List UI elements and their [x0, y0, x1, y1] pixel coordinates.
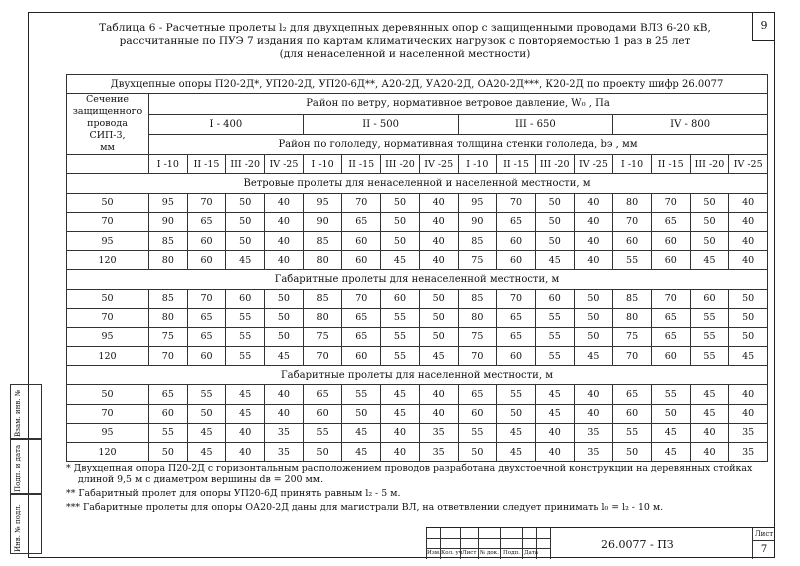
value-cell: 55 [381, 308, 420, 327]
value-cell: 85 [458, 289, 497, 308]
value-cell: 65 [303, 385, 342, 404]
value-cell: 70 [651, 289, 690, 308]
section-cell: 70 [67, 404, 149, 423]
value-cell: 50 [574, 308, 613, 327]
value-cell: 45 [729, 347, 768, 366]
value-cell: 40 [265, 251, 304, 270]
value-cell: 90 [149, 212, 188, 231]
value-cell: 55 [226, 347, 265, 366]
ice-column-cell: I -10 [149, 155, 188, 174]
value-cell: 70 [187, 193, 226, 212]
value-cell: 55 [149, 423, 188, 442]
value-cell: 45 [419, 347, 458, 366]
section-header-line: СИП-3, [89, 130, 126, 142]
value-cell: 50 [419, 308, 458, 327]
section-cell: 70 [67, 212, 149, 231]
ice-column-cell: I -10 [613, 155, 652, 174]
value-cell: 35 [265, 443, 304, 462]
value-cell: 50 [535, 193, 574, 212]
value-cell: 60 [651, 347, 690, 366]
side-stamp [10, 384, 42, 554]
value-cell: 60 [342, 251, 381, 270]
value-cell: 50 [574, 289, 613, 308]
block-title: Габаритные пролеты для ненаселенной местности, м [67, 270, 768, 289]
block-title: Ветровые пролеты для ненаселенной и населенной местности, м [67, 174, 768, 193]
note-1a: * Двухцепная опора П20-2Д с горизонтальным расположением проводов разработана двухстоечной конструкции на деревянных стойках [66, 463, 753, 474]
value-cell: 70 [651, 193, 690, 212]
value-cell: 70 [458, 347, 497, 366]
table-row [67, 423, 768, 442]
value-cell: 40 [729, 251, 768, 270]
value-cell: 40 [265, 193, 304, 212]
value-cell: 60 [187, 251, 226, 270]
value-cell: 45 [574, 347, 613, 366]
value-cell: 60 [342, 231, 381, 250]
value-cell: 90 [303, 212, 342, 231]
section-cell: 120 [67, 443, 149, 462]
value-cell: 35 [574, 443, 613, 462]
table-title [60, 22, 750, 61]
value-cell: 55 [381, 347, 420, 366]
value-cell: 55 [613, 423, 652, 442]
value-cell: 60 [187, 231, 226, 250]
value-cell: 40 [574, 404, 613, 423]
tb-h-data: Дата [524, 550, 539, 556]
value-cell: 50 [613, 443, 652, 462]
value-cell: 55 [690, 327, 729, 346]
ice-header: Район по гололеду, нормативная толщина стенки гололеда, bэ , мм [149, 134, 768, 154]
value-cell: 40 [419, 212, 458, 231]
value-cell: 55 [303, 423, 342, 442]
value-cell: 50 [535, 212, 574, 231]
value-cell: 55 [651, 385, 690, 404]
value-cell: 55 [187, 385, 226, 404]
wind-region-cell: III - 650 [458, 114, 613, 134]
value-cell: 60 [458, 404, 497, 423]
value-cell: 45 [226, 404, 265, 423]
value-cell: 50 [574, 327, 613, 346]
value-cell: 50 [535, 231, 574, 250]
value-cell: 50 [265, 308, 304, 327]
value-cell: 40 [419, 404, 458, 423]
value-cell: 50 [497, 404, 536, 423]
value-cell: 80 [613, 193, 652, 212]
tb-h-kol: Кол. уч [441, 550, 463, 556]
section-cell: 120 [67, 251, 149, 270]
value-cell: 45 [497, 423, 536, 442]
value-cell: 65 [187, 308, 226, 327]
value-cell: 75 [458, 251, 497, 270]
section-cell: 70 [67, 308, 149, 327]
value-cell: 85 [613, 289, 652, 308]
value-cell: 55 [535, 327, 574, 346]
value-cell: 40 [381, 443, 420, 462]
title-line-3: (для ненаселенной и населенной местности) [279, 48, 531, 60]
value-cell: 70 [342, 193, 381, 212]
value-cell: 55 [690, 308, 729, 327]
value-cell: 40 [419, 231, 458, 250]
value-cell: 85 [458, 231, 497, 250]
value-cell: 40 [419, 251, 458, 270]
page-number: 9 [752, 12, 775, 41]
section-cell: 95 [67, 423, 149, 442]
sheet-label: Лист [753, 528, 775, 541]
section-cell: 120 [67, 347, 149, 366]
value-cell: 65 [651, 308, 690, 327]
value-cell: 60 [187, 347, 226, 366]
value-cell: 40 [419, 385, 458, 404]
value-cell: 50 [419, 289, 458, 308]
value-cell: 70 [613, 212, 652, 231]
value-cell: 45 [690, 404, 729, 423]
value-cell: 50 [265, 327, 304, 346]
value-cell: 60 [497, 231, 536, 250]
ice-column-cell: II -15 [651, 155, 690, 174]
value-cell: 70 [497, 289, 536, 308]
value-cell: 40 [574, 251, 613, 270]
table-row [67, 212, 768, 231]
ice-column-cell: IV -25 [419, 155, 458, 174]
value-cell: 60 [226, 289, 265, 308]
stamp-vzam-inv: Взам. инв. № [14, 389, 22, 437]
value-cell: 55 [226, 308, 265, 327]
value-cell: 80 [613, 308, 652, 327]
value-cell: 65 [187, 212, 226, 231]
tb-h-izm: Изм. [427, 550, 441, 556]
value-cell: 50 [226, 231, 265, 250]
value-cell: 70 [303, 347, 342, 366]
value-cell: 40 [226, 443, 265, 462]
value-cell: 40 [265, 404, 304, 423]
value-cell: 45 [535, 251, 574, 270]
title-block-grid [426, 528, 550, 559]
value-cell: 50 [381, 193, 420, 212]
ice-column-cell: I -10 [458, 155, 497, 174]
value-cell: 45 [535, 404, 574, 423]
value-cell: 50 [729, 327, 768, 346]
ice-column-cell: II -15 [497, 155, 536, 174]
stamp-cell-vzam [10, 384, 42, 439]
value-cell: 45 [497, 443, 536, 462]
wind-region-cell: II - 500 [303, 114, 458, 134]
notes [66, 463, 756, 513]
value-cell: 50 [419, 327, 458, 346]
value-cell: 40 [535, 423, 574, 442]
value-cell: 65 [497, 308, 536, 327]
value-cell: 85 [149, 289, 188, 308]
value-cell: 35 [265, 423, 304, 442]
value-cell: 40 [574, 212, 613, 231]
value-cell: 60 [381, 289, 420, 308]
value-cell: 60 [651, 231, 690, 250]
value-cell: 50 [226, 193, 265, 212]
value-cell: 40 [690, 443, 729, 462]
value-cell: 45 [187, 423, 226, 442]
value-cell: 65 [497, 212, 536, 231]
value-cell: 40 [226, 423, 265, 442]
value-cell: 40 [381, 423, 420, 442]
value-cell: 75 [458, 327, 497, 346]
value-cell: 60 [613, 404, 652, 423]
value-cell: 35 [419, 443, 458, 462]
value-cell: 55 [458, 423, 497, 442]
table-row [67, 231, 768, 250]
value-cell: 95 [149, 193, 188, 212]
value-cell: 40 [574, 193, 613, 212]
value-cell: 40 [729, 212, 768, 231]
value-cell: 50 [381, 212, 420, 231]
value-cell: 65 [342, 327, 381, 346]
value-cell: 65 [187, 327, 226, 346]
value-cell: 60 [342, 347, 381, 366]
tb-h-ndok: № док. [480, 550, 499, 556]
stamp-cell-inv [10, 494, 42, 554]
value-cell: 40 [574, 385, 613, 404]
table-row [67, 251, 768, 270]
value-cell: 50 [729, 308, 768, 327]
value-cell: 45 [535, 385, 574, 404]
value-cell: 40 [535, 443, 574, 462]
section-cell: 95 [67, 327, 149, 346]
sheet-number: 7 [760, 544, 768, 555]
value-cell: 50 [690, 212, 729, 231]
ice-column-cell: II -15 [187, 155, 226, 174]
value-cell: 55 [226, 327, 265, 346]
value-cell: 70 [497, 193, 536, 212]
value-cell: 60 [303, 404, 342, 423]
value-cell: 70 [149, 347, 188, 366]
ice-column-cell: III -20 [226, 155, 265, 174]
value-cell: 45 [187, 443, 226, 462]
value-cell: 65 [613, 385, 652, 404]
table-row [67, 308, 768, 327]
value-cell: 80 [303, 251, 342, 270]
section-header-line: мм [100, 142, 115, 154]
value-cell: 40 [419, 193, 458, 212]
note-2: ** Габаритный пролет для опоры УП20-6Д принять равным l₂ - 5 м. [66, 488, 401, 499]
stamp-cell-podp [10, 439, 42, 494]
table-row [67, 347, 768, 366]
section-cell: 50 [67, 193, 149, 212]
stamp-inv-podl: Инв. № подл. [14, 504, 22, 552]
ice-column-cell: IV -25 [265, 155, 304, 174]
value-cell: 80 [458, 308, 497, 327]
value-cell: 80 [303, 308, 342, 327]
value-cell: 45 [381, 385, 420, 404]
ice-column-cell: II -15 [342, 155, 381, 174]
section-header [67, 94, 149, 155]
value-cell: 50 [265, 289, 304, 308]
value-cell: 40 [265, 212, 304, 231]
tb-h-list: Лист [462, 550, 477, 556]
value-cell: 50 [226, 212, 265, 231]
value-cell: 60 [497, 347, 536, 366]
value-cell: 45 [265, 347, 304, 366]
value-cell: 65 [458, 385, 497, 404]
section-cell: 95 [67, 231, 149, 250]
table-row [67, 443, 768, 462]
ice-column-cell: III -20 [690, 155, 729, 174]
note-1b: длиной 9,5 м с диаметром вершины dв = 200 мм. [78, 474, 324, 485]
section-header-line: провода [87, 118, 128, 130]
table-row [67, 327, 768, 346]
value-cell: 35 [729, 443, 768, 462]
section-cell: 50 [67, 289, 149, 308]
value-cell: 50 [303, 443, 342, 462]
value-cell: 75 [149, 327, 188, 346]
value-cell: 95 [303, 193, 342, 212]
section-header-line: Сечение [85, 94, 130, 106]
value-cell: 40 [574, 231, 613, 250]
title-line-2: рассчитанные по ПУЭ 7 издания по картам климатических нагрузок с повторяемостью 1 раз в 25 лет [119, 35, 691, 47]
ice-column-cell: IV -25 [574, 155, 613, 174]
blank-cell [67, 155, 149, 174]
note-3: *** Габаритные пролеты для опоры ОА20-2Д даны для магистрали ВЛ, на ответвлении следует принимать l₀ = l₂ - 10 м. [66, 502, 664, 513]
value-cell: 90 [458, 212, 497, 231]
section-header-line: защищенного [72, 106, 143, 118]
value-cell: 55 [690, 347, 729, 366]
value-cell: 50 [342, 404, 381, 423]
value-cell: 80 [149, 308, 188, 327]
value-cell: 55 [613, 251, 652, 270]
value-cell: 50 [381, 231, 420, 250]
value-cell: 70 [342, 289, 381, 308]
value-cell: 75 [303, 327, 342, 346]
value-cell: 65 [651, 212, 690, 231]
value-cell: 45 [651, 443, 690, 462]
value-cell: 80 [149, 251, 188, 270]
value-cell: 40 [729, 231, 768, 250]
table-row [67, 193, 768, 212]
value-cell: 50 [149, 443, 188, 462]
value-cell: 50 [187, 404, 226, 423]
value-cell: 40 [729, 404, 768, 423]
value-cell: 55 [342, 385, 381, 404]
value-cell: 45 [381, 251, 420, 270]
sheet-box [752, 528, 775, 559]
value-cell: 55 [535, 347, 574, 366]
block-title: Габаритные пролеты для населенной местности, м [67, 366, 768, 385]
value-cell: 65 [342, 308, 381, 327]
value-cell: 55 [381, 327, 420, 346]
title-block [426, 527, 775, 559]
value-cell: 50 [458, 443, 497, 462]
value-cell: 60 [690, 289, 729, 308]
ice-column-cell: III -20 [381, 155, 420, 174]
table-row [67, 404, 768, 423]
ice-column-cell: IV -25 [729, 155, 768, 174]
doc-code: 26.0077 - ПЗ [601, 538, 674, 551]
table-row [67, 385, 768, 404]
value-cell: 85 [303, 289, 342, 308]
value-cell: 55 [497, 385, 536, 404]
value-cell: 50 [729, 289, 768, 308]
value-cell: 60 [613, 231, 652, 250]
wind-header: Район по ветру, нормативное ветровое давление, W₀ , Па [149, 94, 768, 114]
value-cell: 85 [303, 231, 342, 250]
value-cell: 40 [690, 423, 729, 442]
wind-region-cell: I - 400 [149, 114, 304, 134]
value-cell: 35 [574, 423, 613, 442]
value-cell: 50 [651, 404, 690, 423]
value-cell: 45 [690, 385, 729, 404]
value-cell: 40 [729, 385, 768, 404]
value-cell: 45 [381, 404, 420, 423]
table-row [67, 289, 768, 308]
value-cell: 40 [729, 193, 768, 212]
tb-h-podp: Подп. [503, 550, 520, 556]
value-cell: 65 [497, 327, 536, 346]
wind-region-cell: IV - 800 [613, 114, 768, 134]
value-cell: 45 [651, 423, 690, 442]
value-cell: 45 [226, 385, 265, 404]
value-cell: 60 [497, 251, 536, 270]
value-cell: 50 [690, 231, 729, 250]
value-cell: 40 [265, 231, 304, 250]
value-cell: 35 [729, 423, 768, 442]
value-cell: 70 [613, 347, 652, 366]
value-cell: 45 [690, 251, 729, 270]
ice-column-cell: III -20 [535, 155, 574, 174]
value-cell: 45 [342, 423, 381, 442]
section-cell: 50 [67, 385, 149, 404]
value-cell: 60 [535, 289, 574, 308]
value-cell: 35 [419, 423, 458, 442]
value-cell: 65 [149, 385, 188, 404]
value-cell: 95 [458, 193, 497, 212]
stamp-podp-data: Подп. и дата [14, 444, 22, 492]
table-caption: Двухцепные опоры П20-2Д*, УП20-2Д, УП20-6Д**, А20-2Д, УА20-2Д, ОА20-2Д***, К20-2Д по проекту шифр 26.0077 [67, 75, 768, 94]
value-cell: 75 [613, 327, 652, 346]
value-cell: 60 [149, 404, 188, 423]
value-cell: 40 [265, 385, 304, 404]
value-cell: 65 [651, 327, 690, 346]
value-cell: 45 [342, 443, 381, 462]
ice-column-cell: I -10 [303, 155, 342, 174]
value-cell: 85 [149, 231, 188, 250]
value-cell: 50 [690, 193, 729, 212]
spans-table [66, 74, 768, 462]
value-cell: 55 [535, 308, 574, 327]
title-line-1: Таблица 6 - Расчетные пролеты l₂ для двухцепных деревянных опор с защищенными проводами ВЛЗ 6-20 кВ, [99, 22, 711, 34]
value-cell: 45 [226, 251, 265, 270]
value-cell: 65 [342, 212, 381, 231]
value-cell: 70 [187, 289, 226, 308]
value-cell: 60 [651, 251, 690, 270]
